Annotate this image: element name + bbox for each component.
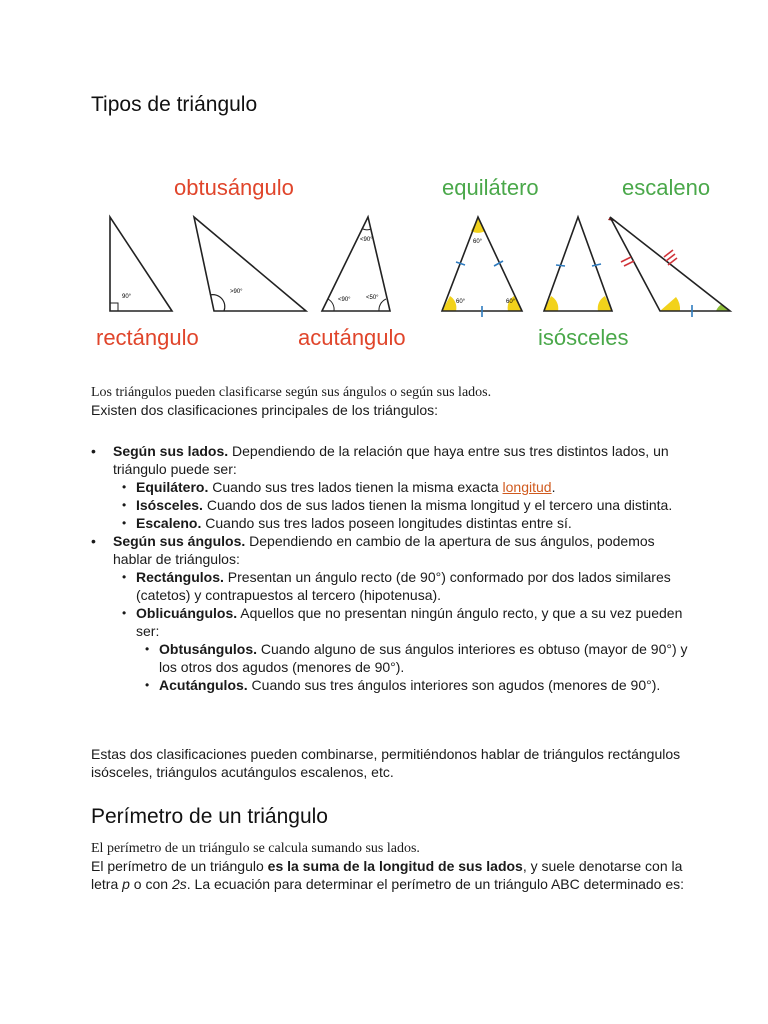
list-item-escaleno bbox=[113, 514, 691, 532]
oblicuangulos-sublist bbox=[136, 640, 691, 694]
isosceles-triangle bbox=[544, 217, 612, 311]
perimeter-serif-line: El perímetro de un triángulo se calcula sumando sus lados. bbox=[91, 841, 420, 856]
acute-left-label: <90° bbox=[338, 297, 351, 303]
perimeter-text-1: El perímetro de un triángulo bbox=[91, 858, 268, 874]
oblicuangulos-heading: Oblicuángulos. bbox=[136, 605, 238, 621]
right-triangle bbox=[110, 217, 172, 311]
label-acutangulo: acutángulo bbox=[298, 325, 406, 350]
angulos-sublist bbox=[113, 568, 691, 694]
list-item-obtusangulos bbox=[136, 640, 691, 676]
equilateral-triangle bbox=[442, 217, 522, 317]
scalene-triangle bbox=[608, 217, 730, 317]
bullet-icon: • bbox=[122, 570, 127, 584]
bullet-icon: • bbox=[145, 678, 150, 692]
equi-top-label: 60° bbox=[473, 239, 483, 245]
label-isosceles: isósceles bbox=[538, 325, 629, 350]
equi-left-label: 60° bbox=[456, 299, 466, 305]
bullet-icon: • bbox=[122, 498, 127, 512]
obtuse-triangle bbox=[194, 217, 306, 311]
right-angle-label: 90° bbox=[122, 294, 132, 300]
longitud-link[interactable]: longitud bbox=[502, 479, 552, 495]
acute-top-label: <90° bbox=[360, 237, 373, 243]
intro-serif-line: Los triángulos pueden clasificarse según sus ángulos o según sus lados. bbox=[91, 385, 492, 400]
perimeter-paragraph bbox=[91, 857, 691, 893]
isosceles-text: Cuando dos de sus lados tienen la misma longitud y el tercero una distinta. bbox=[202, 497, 673, 513]
page-title: Tipos de triángulo bbox=[91, 93, 258, 116]
rectangulos-heading: Rectángulos. bbox=[136, 569, 224, 585]
perimeter-two-s: 2s bbox=[171, 876, 187, 892]
list-item-oblicuangulos bbox=[113, 604, 691, 694]
obtusangulos-text: Cuando alguno de sus ángulos interiores es obtuso (mayor de 90°) y los otros dos agudos (menores de 90°). bbox=[159, 641, 688, 675]
lados-sublist bbox=[113, 478, 691, 532]
bullet-icon: • bbox=[122, 516, 127, 530]
list-item-lados bbox=[91, 442, 691, 532]
escaleno-heading: Escaleno. bbox=[136, 515, 202, 531]
isosceles-heading: Isósceles. bbox=[136, 497, 203, 513]
obtusangulos-heading: Obtusángulos. bbox=[159, 641, 257, 657]
classification-list bbox=[91, 442, 691, 694]
equilatero-heading: Equilátero. bbox=[136, 479, 209, 495]
label-rectangulo: rectángulo bbox=[96, 325, 199, 350]
bullet-icon: • bbox=[91, 443, 96, 459]
perimeter-heading: Perímetro de un triángulo bbox=[91, 805, 328, 828]
perimeter-bold: es la suma de la longitud de sus lados bbox=[267, 858, 523, 874]
bullet-icon: • bbox=[91, 533, 96, 549]
list-item-angulos bbox=[91, 532, 691, 694]
obtuse-angle-label: >90° bbox=[230, 289, 243, 295]
bullet-icon: • bbox=[122, 480, 127, 494]
combine-paragraph: Estas dos clasificaciones pueden combinarse, permitiéndonos hablar de triángulos rectángulos isósceles, triángulos acutángulos escalenos, etc. bbox=[91, 746, 681, 780]
angulos-text: Dependiendo en cambio de la apertura de sus ángulos, podemos hablar de triángulos: bbox=[113, 533, 655, 567]
acutangulos-text: Cuando sus tres ángulos interiores son agudos (menores de 90°). bbox=[247, 677, 661, 693]
intro-sans-line: Existen dos clasificaciones principales de los triángulos: bbox=[91, 402, 439, 418]
angulos-heading: Según sus ángulos. bbox=[113, 533, 246, 549]
label-equilatero: equilátero bbox=[442, 175, 539, 200]
lados-text: Dependiendo de la relación que haya entre sus tres distintos lados, un triángulo puede ser: bbox=[113, 443, 669, 477]
list-item-equilatero bbox=[113, 478, 691, 496]
lados-heading: Según sus lados. bbox=[113, 443, 229, 459]
acutangulos-heading: Acutángulos. bbox=[159, 677, 248, 693]
perimeter-letter-p: p bbox=[122, 876, 130, 892]
equi-right-label: 60° bbox=[506, 299, 516, 305]
escaleno-text: Cuando sus tres lados poseen longitudes distintas entre sí. bbox=[201, 515, 572, 531]
list-item-isosceles bbox=[113, 496, 691, 514]
equilatero-text: Cuando sus tres lados tienen la misma exacta bbox=[208, 479, 503, 495]
perimeter-text-2: , y suele denotarse con la letra bbox=[91, 858, 683, 892]
triangle-types-figure bbox=[90, 165, 740, 365]
list-item-acutangulos bbox=[136, 676, 691, 694]
bullet-icon: • bbox=[122, 606, 127, 620]
acute-right-label: <50° bbox=[366, 295, 379, 301]
label-obtusangulo: obtusángulo bbox=[174, 175, 294, 200]
oblicuangulos-text: Aquellos que no presentan ningún ángulo recto, y que a su vez pueden ser: bbox=[136, 605, 683, 639]
equilatero-end: . bbox=[551, 479, 556, 495]
perimeter-text-3: o con bbox=[129, 876, 172, 892]
bullet-icon: • bbox=[145, 642, 150, 656]
list-item-rectangulos bbox=[113, 568, 691, 604]
perimeter-text-4: . La ecuación para determinar el perímetro de un triángulo ABC determinado es: bbox=[186, 876, 685, 892]
rectangulos-text: Presentan un ángulo recto (de 90°) conformado por dos lados similares (catetos) y contrapuestos al tercero (hipotenusa). bbox=[136, 569, 671, 603]
acute-triangle bbox=[322, 217, 390, 311]
label-escaleno: escaleno bbox=[622, 175, 711, 200]
